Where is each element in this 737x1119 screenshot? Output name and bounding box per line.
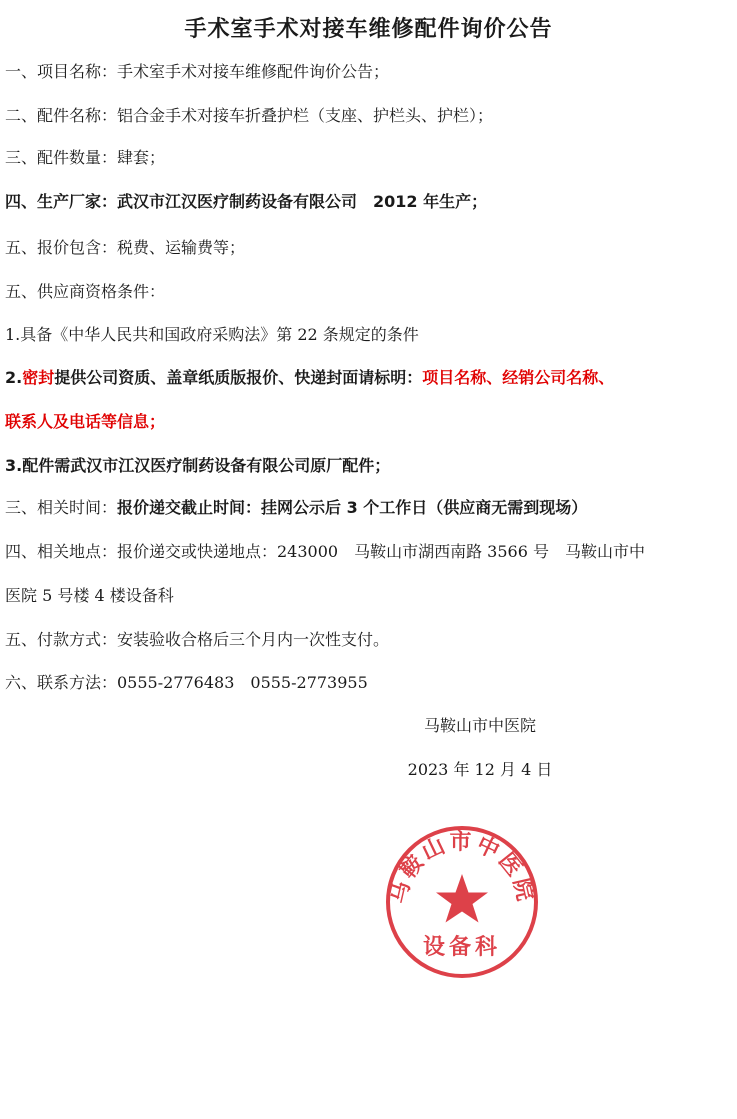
item-supplier-qualification: 五、供应商资格条件： (5, 282, 166, 301)
item-related-time (5, 498, 733, 518)
seal-star-icon (436, 874, 488, 923)
qualification-2-highlight: 项目名称、经销公司名称、 (422, 368, 615, 387)
related-time-deadline: 报价递交截止时间：挂网公示后 3 个工作日（供应商无需到现场） (117, 498, 588, 517)
item-project-name: 一、项目名称：手术室手术对接车维修配件询价公告； (5, 62, 390, 81)
qualification-2 (5, 368, 733, 388)
item-payment-method: 五、付款方式：安装验收合格后三个月内一次性支付。 (5, 630, 390, 649)
signature-org: 马鞍山市中医院 (423, 716, 536, 735)
seal-arc-text: 马鞍山市中医院 (385, 829, 539, 907)
item-manufacturer: 四、生产厂家：武汉市江汉医疗制药设备有限公司 2012 年生产； (5, 192, 488, 211)
item-part-name: 二、配件名称：铝合金手术对接车折叠护栏（支座、护栏头、护栏）； (5, 106, 494, 125)
signature-date: 2023 年 12 月 4 日 (407, 760, 553, 779)
page-title: 手术室手术对接车维修配件询价公告 (184, 17, 553, 42)
item-related-location: 四、相关地点：报价递交或快递地点：243000 马鞍山市湖西南路 3566 号 马鞍山市中 (5, 542, 645, 561)
qualification-1: 1.具备《中华人民共和国政府采购法》第 22 条规定的条件 (5, 325, 419, 344)
qualification-3: 3.配件需武汉市江汉医疗制药设备有限公司原厂配件； (5, 456, 391, 475)
official-seal-stamp (382, 822, 542, 982)
qualification-2-text: 提供公司资质、盖章纸质版报价、快递封面请标明： (54, 368, 423, 387)
qualification-2-number: 2. (5, 368, 23, 387)
item-contact: 六、联系方法：0555-2776483 0555-2773955 (5, 673, 368, 692)
item-related-location-continued: 医院 5 号楼 4 楼设备科 (5, 586, 174, 605)
qualification-2-sealed: 密封 (22, 368, 55, 387)
item-part-quantity: 三、配件数量：肆套； (5, 148, 166, 167)
related-time-label: 三、相关时间： (5, 498, 118, 517)
seal-bottom-text: 设备科 (422, 934, 502, 960)
item-quote-includes: 五、报价包含：税费、运输费等； (5, 238, 246, 257)
qualification-2-continued: 联系人及电话等信息； (5, 412, 166, 431)
